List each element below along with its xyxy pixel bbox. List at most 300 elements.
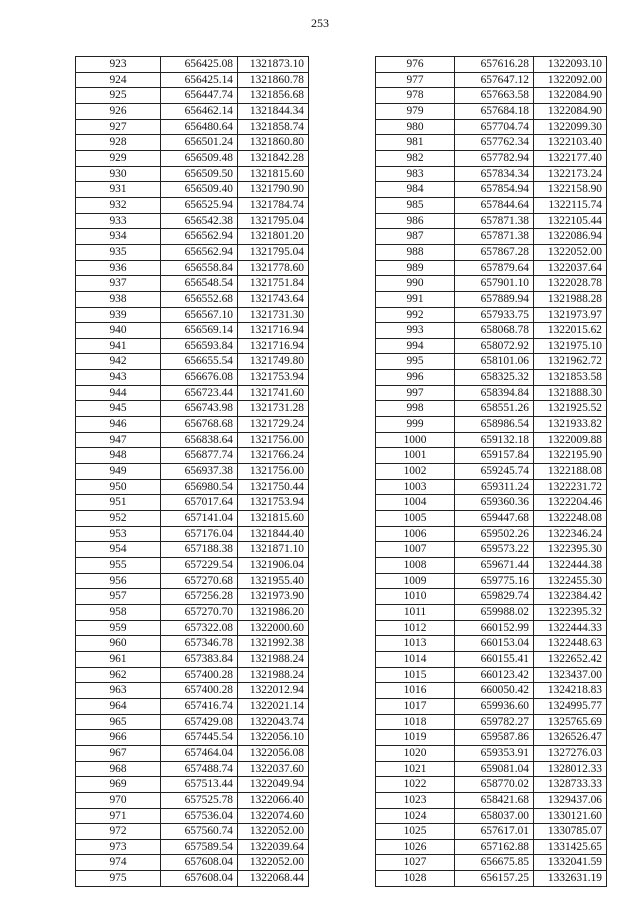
y-coordinate-cell: 1321778.60 [238, 260, 309, 276]
point-number-cell: 978 [376, 88, 455, 104]
point-number-cell: 1020 [376, 745, 455, 761]
x-coordinate-cell: 659245.74 [455, 464, 534, 480]
point-number-cell: 940 [76, 323, 161, 339]
point-number-cell: 1028 [376, 871, 455, 887]
y-coordinate-cell: 1322052.00 [534, 244, 607, 260]
point-number-cell: 953 [76, 526, 161, 542]
point-number-cell: 937 [76, 276, 161, 292]
x-coordinate-cell: 657429.08 [161, 714, 238, 730]
point-number-cell: 989 [376, 260, 455, 276]
y-coordinate-cell: 1322248.08 [534, 511, 607, 527]
point-number-cell: 958 [76, 604, 161, 620]
x-coordinate-cell: 659360.36 [455, 495, 534, 511]
point-number-cell: 1022 [376, 777, 455, 793]
x-coordinate-cell: 657513.44 [161, 777, 238, 793]
table-row [76, 135, 309, 151]
y-coordinate-cell: 1332631.19 [534, 871, 607, 887]
y-coordinate-cell: 1328733.33 [534, 777, 607, 793]
y-coordinate-cell: 1322103.40 [534, 135, 607, 151]
point-number-cell: 944 [76, 385, 161, 401]
x-coordinate-cell: 656447.74 [161, 88, 238, 104]
y-coordinate-cell: 1322092.00 [534, 72, 607, 88]
y-coordinate-cell: 1321731.30 [238, 307, 309, 323]
y-coordinate-cell: 1321731.28 [238, 401, 309, 417]
point-number-cell: 962 [76, 667, 161, 683]
x-coordinate-cell: 659671.44 [455, 558, 534, 574]
point-number-cell: 1011 [376, 604, 455, 620]
x-coordinate-cell: 657270.70 [161, 604, 238, 620]
y-coordinate-cell: 1322074.60 [238, 808, 309, 824]
y-coordinate-cell: 1322086.94 [534, 229, 607, 245]
table-row [76, 698, 309, 714]
table-row [76, 511, 309, 527]
x-coordinate-cell: 659157.84 [455, 448, 534, 464]
y-coordinate-cell: 1321856.68 [238, 88, 309, 104]
point-number-cell: 932 [76, 197, 161, 213]
x-coordinate-cell: 656655.54 [161, 354, 238, 370]
point-number-cell: 926 [76, 103, 161, 119]
table-row [76, 88, 309, 104]
table-row [76, 338, 309, 354]
table-row [376, 698, 607, 714]
x-coordinate-cell: 657762.34 [455, 135, 534, 151]
y-coordinate-cell: 1321858.74 [238, 119, 309, 135]
point-number-cell: 972 [76, 824, 161, 840]
table-row [76, 291, 309, 307]
point-number-cell: 927 [76, 119, 161, 135]
x-coordinate-cell: 659311.24 [455, 479, 534, 495]
x-coordinate-cell: 657141.04 [161, 511, 238, 527]
table-row [376, 542, 607, 558]
y-coordinate-cell: 1322037.64 [534, 260, 607, 276]
y-coordinate-cell: 1321988.28 [534, 291, 607, 307]
table-row [376, 683, 607, 699]
x-coordinate-cell: 656743.98 [161, 401, 238, 417]
y-coordinate-cell: 1322052.00 [238, 824, 309, 840]
y-coordinate-cell: 1330121.60 [534, 808, 607, 824]
table-row [76, 417, 309, 433]
y-coordinate-cell: 1321756.00 [238, 464, 309, 480]
x-coordinate-cell: 657608.04 [161, 871, 238, 887]
point-number-cell: 963 [76, 683, 161, 699]
point-number-cell: 994 [376, 338, 455, 354]
y-coordinate-cell: 1321766.24 [238, 448, 309, 464]
table-row [376, 291, 607, 307]
table-row [376, 57, 607, 73]
y-coordinate-cell: 1322099.30 [534, 119, 607, 135]
y-coordinate-cell: 1331425.65 [534, 839, 607, 855]
x-coordinate-cell: 659447.68 [455, 511, 534, 527]
x-coordinate-cell: 657879.64 [455, 260, 534, 276]
point-number-cell: 987 [376, 229, 455, 245]
table-row [76, 730, 309, 746]
y-coordinate-cell: 1321844.34 [238, 103, 309, 119]
table-row [76, 667, 309, 683]
table-row [376, 839, 607, 855]
point-number-cell: 974 [76, 855, 161, 871]
point-number-cell: 1001 [376, 448, 455, 464]
y-coordinate-cell: 1321753.94 [238, 370, 309, 386]
point-number-cell: 971 [76, 808, 161, 824]
table-row [76, 495, 309, 511]
table-row [376, 479, 607, 495]
table-row [76, 244, 309, 260]
point-number-cell: 991 [376, 291, 455, 307]
y-coordinate-cell: 1322444.33 [534, 620, 607, 636]
y-coordinate-cell: 1321992.38 [238, 636, 309, 652]
y-coordinate-cell: 1321716.94 [238, 323, 309, 339]
point-number-cell: 943 [76, 370, 161, 386]
point-number-cell: 1024 [376, 808, 455, 824]
point-number-cell: 976 [376, 57, 455, 73]
y-coordinate-cell: 1322346.24 [534, 526, 607, 542]
x-coordinate-cell: 657416.74 [161, 698, 238, 714]
y-coordinate-cell: 1321815.60 [238, 511, 309, 527]
point-number-cell: 948 [76, 448, 161, 464]
x-coordinate-cell: 657889.94 [455, 291, 534, 307]
table-row [376, 792, 607, 808]
x-coordinate-cell: 656462.14 [161, 103, 238, 119]
table-row [76, 276, 309, 292]
y-coordinate-cell: 1327276.03 [534, 745, 607, 761]
y-coordinate-cell: 1322066.40 [238, 792, 309, 808]
table-row [76, 620, 309, 636]
table-row [376, 871, 607, 887]
x-coordinate-cell: 656558.84 [161, 260, 238, 276]
table-row [376, 88, 607, 104]
table-row [376, 197, 607, 213]
y-coordinate-cell: 1321871.10 [238, 542, 309, 558]
point-number-cell: 934 [76, 229, 161, 245]
table-row [76, 166, 309, 182]
table-row [76, 307, 309, 323]
x-coordinate-cell: 656877.74 [161, 448, 238, 464]
point-number-cell: 968 [76, 761, 161, 777]
x-coordinate-cell: 658551.26 [455, 401, 534, 417]
x-coordinate-cell: 657647.12 [455, 72, 534, 88]
coordinates-table-left [75, 56, 309, 887]
x-coordinate-cell: 656501.24 [161, 135, 238, 151]
point-number-cell: 924 [76, 72, 161, 88]
y-coordinate-cell: 1322043.74 [238, 714, 309, 730]
point-number-cell: 967 [76, 745, 161, 761]
x-coordinate-cell: 657608.04 [161, 855, 238, 871]
point-number-cell: 949 [76, 464, 161, 480]
x-coordinate-cell: 659502.26 [455, 526, 534, 542]
y-coordinate-cell: 1321790.90 [238, 182, 309, 198]
point-number-cell: 952 [76, 511, 161, 527]
y-coordinate-cell: 1321962.72 [534, 354, 607, 370]
table-row [76, 651, 309, 667]
table-row [76, 792, 309, 808]
y-coordinate-cell: 1321729.24 [238, 417, 309, 433]
point-number-cell: 951 [76, 495, 161, 511]
table-row [76, 558, 309, 574]
table-row [376, 855, 607, 871]
point-number-cell: 1018 [376, 714, 455, 730]
table-row [376, 761, 607, 777]
point-number-cell: 1025 [376, 824, 455, 840]
x-coordinate-cell: 656480.64 [161, 119, 238, 135]
y-coordinate-cell: 1329437.06 [534, 792, 607, 808]
y-coordinate-cell: 1321756.00 [238, 432, 309, 448]
x-coordinate-cell: 656562.94 [161, 244, 238, 260]
table-row [376, 448, 607, 464]
point-number-cell: 1007 [376, 542, 455, 558]
point-number-cell: 997 [376, 385, 455, 401]
point-number-cell: 1005 [376, 511, 455, 527]
table-row [376, 777, 607, 793]
table-row [376, 667, 607, 683]
x-coordinate-cell: 657525.78 [161, 792, 238, 808]
table-row [376, 260, 607, 276]
table-row [76, 354, 309, 370]
table-row [376, 307, 607, 323]
y-coordinate-cell: 1321955.40 [238, 573, 309, 589]
point-number-cell: 979 [376, 103, 455, 119]
y-coordinate-cell: 1322009.88 [534, 432, 607, 448]
point-number-cell: 977 [376, 72, 455, 88]
y-coordinate-cell: 1325765.69 [534, 714, 607, 730]
y-coordinate-cell: 1321784.74 [238, 197, 309, 213]
point-number-cell: 925 [76, 88, 161, 104]
point-number-cell: 938 [76, 291, 161, 307]
point-number-cell: 992 [376, 307, 455, 323]
y-coordinate-cell: 1322021.14 [238, 698, 309, 714]
x-coordinate-cell: 657663.58 [455, 88, 534, 104]
y-coordinate-cell: 1321716.94 [238, 338, 309, 354]
point-number-cell: 1012 [376, 620, 455, 636]
table-row [376, 103, 607, 119]
table-row [76, 808, 309, 824]
point-number-cell: 1006 [376, 526, 455, 542]
x-coordinate-cell: 656838.64 [161, 432, 238, 448]
point-number-cell: 956 [76, 573, 161, 589]
x-coordinate-cell: 656509.40 [161, 182, 238, 198]
table-row [376, 604, 607, 620]
table-row [376, 150, 607, 166]
point-number-cell: 959 [76, 620, 161, 636]
table-row [76, 636, 309, 652]
table-row [376, 526, 607, 542]
table-row [376, 385, 607, 401]
table-row [376, 495, 607, 511]
y-coordinate-cell: 1321975.10 [534, 338, 607, 354]
table-row [76, 839, 309, 855]
point-number-cell: 984 [376, 182, 455, 198]
y-coordinate-cell: 1322028.78 [534, 276, 607, 292]
table-row [76, 855, 309, 871]
table-row [376, 651, 607, 667]
table-row [76, 401, 309, 417]
y-coordinate-cell: 1330785.07 [534, 824, 607, 840]
x-coordinate-cell: 659573.22 [455, 542, 534, 558]
table-row [76, 323, 309, 339]
y-coordinate-cell: 1322039.64 [238, 839, 309, 855]
x-coordinate-cell: 660123.42 [455, 667, 534, 683]
x-coordinate-cell: 657871.38 [455, 229, 534, 245]
y-coordinate-cell: 1322037.60 [238, 761, 309, 777]
y-coordinate-cell: 1321860.78 [238, 72, 309, 88]
y-coordinate-cell: 1322231.72 [534, 479, 607, 495]
x-coordinate-cell: 659829.74 [455, 589, 534, 605]
point-number-cell: 1019 [376, 730, 455, 746]
x-coordinate-cell: 660050.42 [455, 683, 534, 699]
table-row [376, 354, 607, 370]
y-coordinate-cell: 1326526.47 [534, 730, 607, 746]
x-coordinate-cell: 657933.75 [455, 307, 534, 323]
x-coordinate-cell: 659587.86 [455, 730, 534, 746]
x-coordinate-cell: 657854.94 [455, 182, 534, 198]
x-coordinate-cell: 657617.01 [455, 824, 534, 840]
x-coordinate-cell: 657560.74 [161, 824, 238, 840]
point-number-cell: 941 [76, 338, 161, 354]
table-row [76, 260, 309, 276]
x-coordinate-cell: 656562.94 [161, 229, 238, 245]
x-coordinate-cell: 656542.38 [161, 213, 238, 229]
table-row [76, 197, 309, 213]
table-row [76, 589, 309, 605]
y-coordinate-cell: 1324218.83 [534, 683, 607, 699]
y-coordinate-cell: 1322652.42 [534, 651, 607, 667]
table-row [76, 432, 309, 448]
point-number-cell: 946 [76, 417, 161, 433]
point-number-cell: 1021 [376, 761, 455, 777]
y-coordinate-cell: 1321988.24 [238, 651, 309, 667]
x-coordinate-cell: 656425.14 [161, 72, 238, 88]
point-number-cell: 960 [76, 636, 161, 652]
x-coordinate-cell: 657383.84 [161, 651, 238, 667]
table-row [76, 604, 309, 620]
point-number-cell: 930 [76, 166, 161, 182]
x-coordinate-cell: 657488.74 [161, 761, 238, 777]
x-coordinate-cell: 656525.94 [161, 197, 238, 213]
point-number-cell: 1002 [376, 464, 455, 480]
y-coordinate-cell: 1324995.77 [534, 698, 607, 714]
x-coordinate-cell: 658421.68 [455, 792, 534, 808]
x-coordinate-cell: 660152.99 [455, 620, 534, 636]
x-coordinate-cell: 659353.91 [455, 745, 534, 761]
y-coordinate-cell: 1321873.10 [238, 57, 309, 73]
x-coordinate-cell: 657176.04 [161, 526, 238, 542]
point-number-cell: 1003 [376, 479, 455, 495]
table-row [376, 338, 607, 354]
point-number-cell: 990 [376, 276, 455, 292]
x-coordinate-cell: 659132.18 [455, 432, 534, 448]
point-number-cell: 970 [76, 792, 161, 808]
point-number-cell: 965 [76, 714, 161, 730]
y-coordinate-cell: 1321750.44 [238, 479, 309, 495]
y-coordinate-cell: 1322395.32 [534, 604, 607, 620]
y-coordinate-cell: 1322173.24 [534, 166, 607, 182]
x-coordinate-cell: 656937.38 [161, 464, 238, 480]
x-coordinate-cell: 657229.54 [161, 558, 238, 574]
table-row [376, 370, 607, 386]
table-row [76, 464, 309, 480]
point-number-cell: 988 [376, 244, 455, 260]
x-coordinate-cell: 659081.04 [455, 761, 534, 777]
x-coordinate-cell: 657346.78 [161, 636, 238, 652]
point-number-cell: 1008 [376, 558, 455, 574]
table-row [376, 72, 607, 88]
x-coordinate-cell: 657464.04 [161, 745, 238, 761]
x-coordinate-cell: 658394.84 [455, 385, 534, 401]
point-number-cell: 969 [76, 777, 161, 793]
y-coordinate-cell: 1322056.10 [238, 730, 309, 746]
point-number-cell: 1014 [376, 651, 455, 667]
table-row [76, 824, 309, 840]
point-number-cell: 1023 [376, 792, 455, 808]
point-number-cell: 1027 [376, 855, 455, 871]
x-coordinate-cell: 657188.38 [161, 542, 238, 558]
table-row [376, 182, 607, 198]
table-row [76, 573, 309, 589]
y-coordinate-cell: 1321741.60 [238, 385, 309, 401]
y-coordinate-cell: 1322188.08 [534, 464, 607, 480]
table-row [376, 714, 607, 730]
x-coordinate-cell: 657017.64 [161, 495, 238, 511]
point-number-cell: 1026 [376, 839, 455, 855]
table-row [76, 448, 309, 464]
x-coordinate-cell: 656593.84 [161, 338, 238, 354]
table-row [76, 479, 309, 495]
y-coordinate-cell: 1322084.90 [534, 103, 607, 119]
x-coordinate-cell: 657256.28 [161, 589, 238, 605]
point-number-cell: 945 [76, 401, 161, 417]
y-coordinate-cell: 1321973.97 [534, 307, 607, 323]
y-coordinate-cell: 1328012.33 [534, 761, 607, 777]
table-row [76, 182, 309, 198]
point-number-cell: 1015 [376, 667, 455, 683]
x-coordinate-cell: 657834.34 [455, 166, 534, 182]
y-coordinate-cell: 1321925.52 [534, 401, 607, 417]
table-row [76, 119, 309, 135]
point-number-cell: 1017 [376, 698, 455, 714]
y-coordinate-cell: 1321853.58 [534, 370, 607, 386]
point-number-cell: 923 [76, 57, 161, 73]
page-number: 253 [311, 16, 329, 30]
coordinates-table-right [375, 56, 607, 887]
point-number-cell: 957 [76, 589, 161, 605]
y-coordinate-cell: 1322052.00 [238, 855, 309, 871]
y-coordinate-cell: 1322068.44 [238, 871, 309, 887]
point-number-cell: 942 [76, 354, 161, 370]
table-row [76, 777, 309, 793]
table-row [376, 620, 607, 636]
point-number-cell: 1004 [376, 495, 455, 511]
point-number-cell: 964 [76, 698, 161, 714]
x-coordinate-cell: 657616.28 [455, 57, 534, 73]
x-coordinate-cell: 658986.54 [455, 417, 534, 433]
table-row [76, 103, 309, 119]
x-coordinate-cell: 656509.48 [161, 150, 238, 166]
table-row [76, 72, 309, 88]
table-row [76, 526, 309, 542]
table-row [76, 714, 309, 730]
x-coordinate-cell: 657782.94 [455, 150, 534, 166]
table-row [376, 464, 607, 480]
y-coordinate-cell: 1322056.08 [238, 745, 309, 761]
x-coordinate-cell: 657684.18 [455, 103, 534, 119]
x-coordinate-cell: 657400.28 [161, 683, 238, 699]
y-coordinate-cell: 1321743.64 [238, 291, 309, 307]
y-coordinate-cell: 1321795.04 [238, 213, 309, 229]
y-coordinate-cell: 1321888.30 [534, 385, 607, 401]
point-number-cell: 999 [376, 417, 455, 433]
table-row [376, 166, 607, 182]
x-coordinate-cell: 658068.78 [455, 323, 534, 339]
point-number-cell: 928 [76, 135, 161, 151]
